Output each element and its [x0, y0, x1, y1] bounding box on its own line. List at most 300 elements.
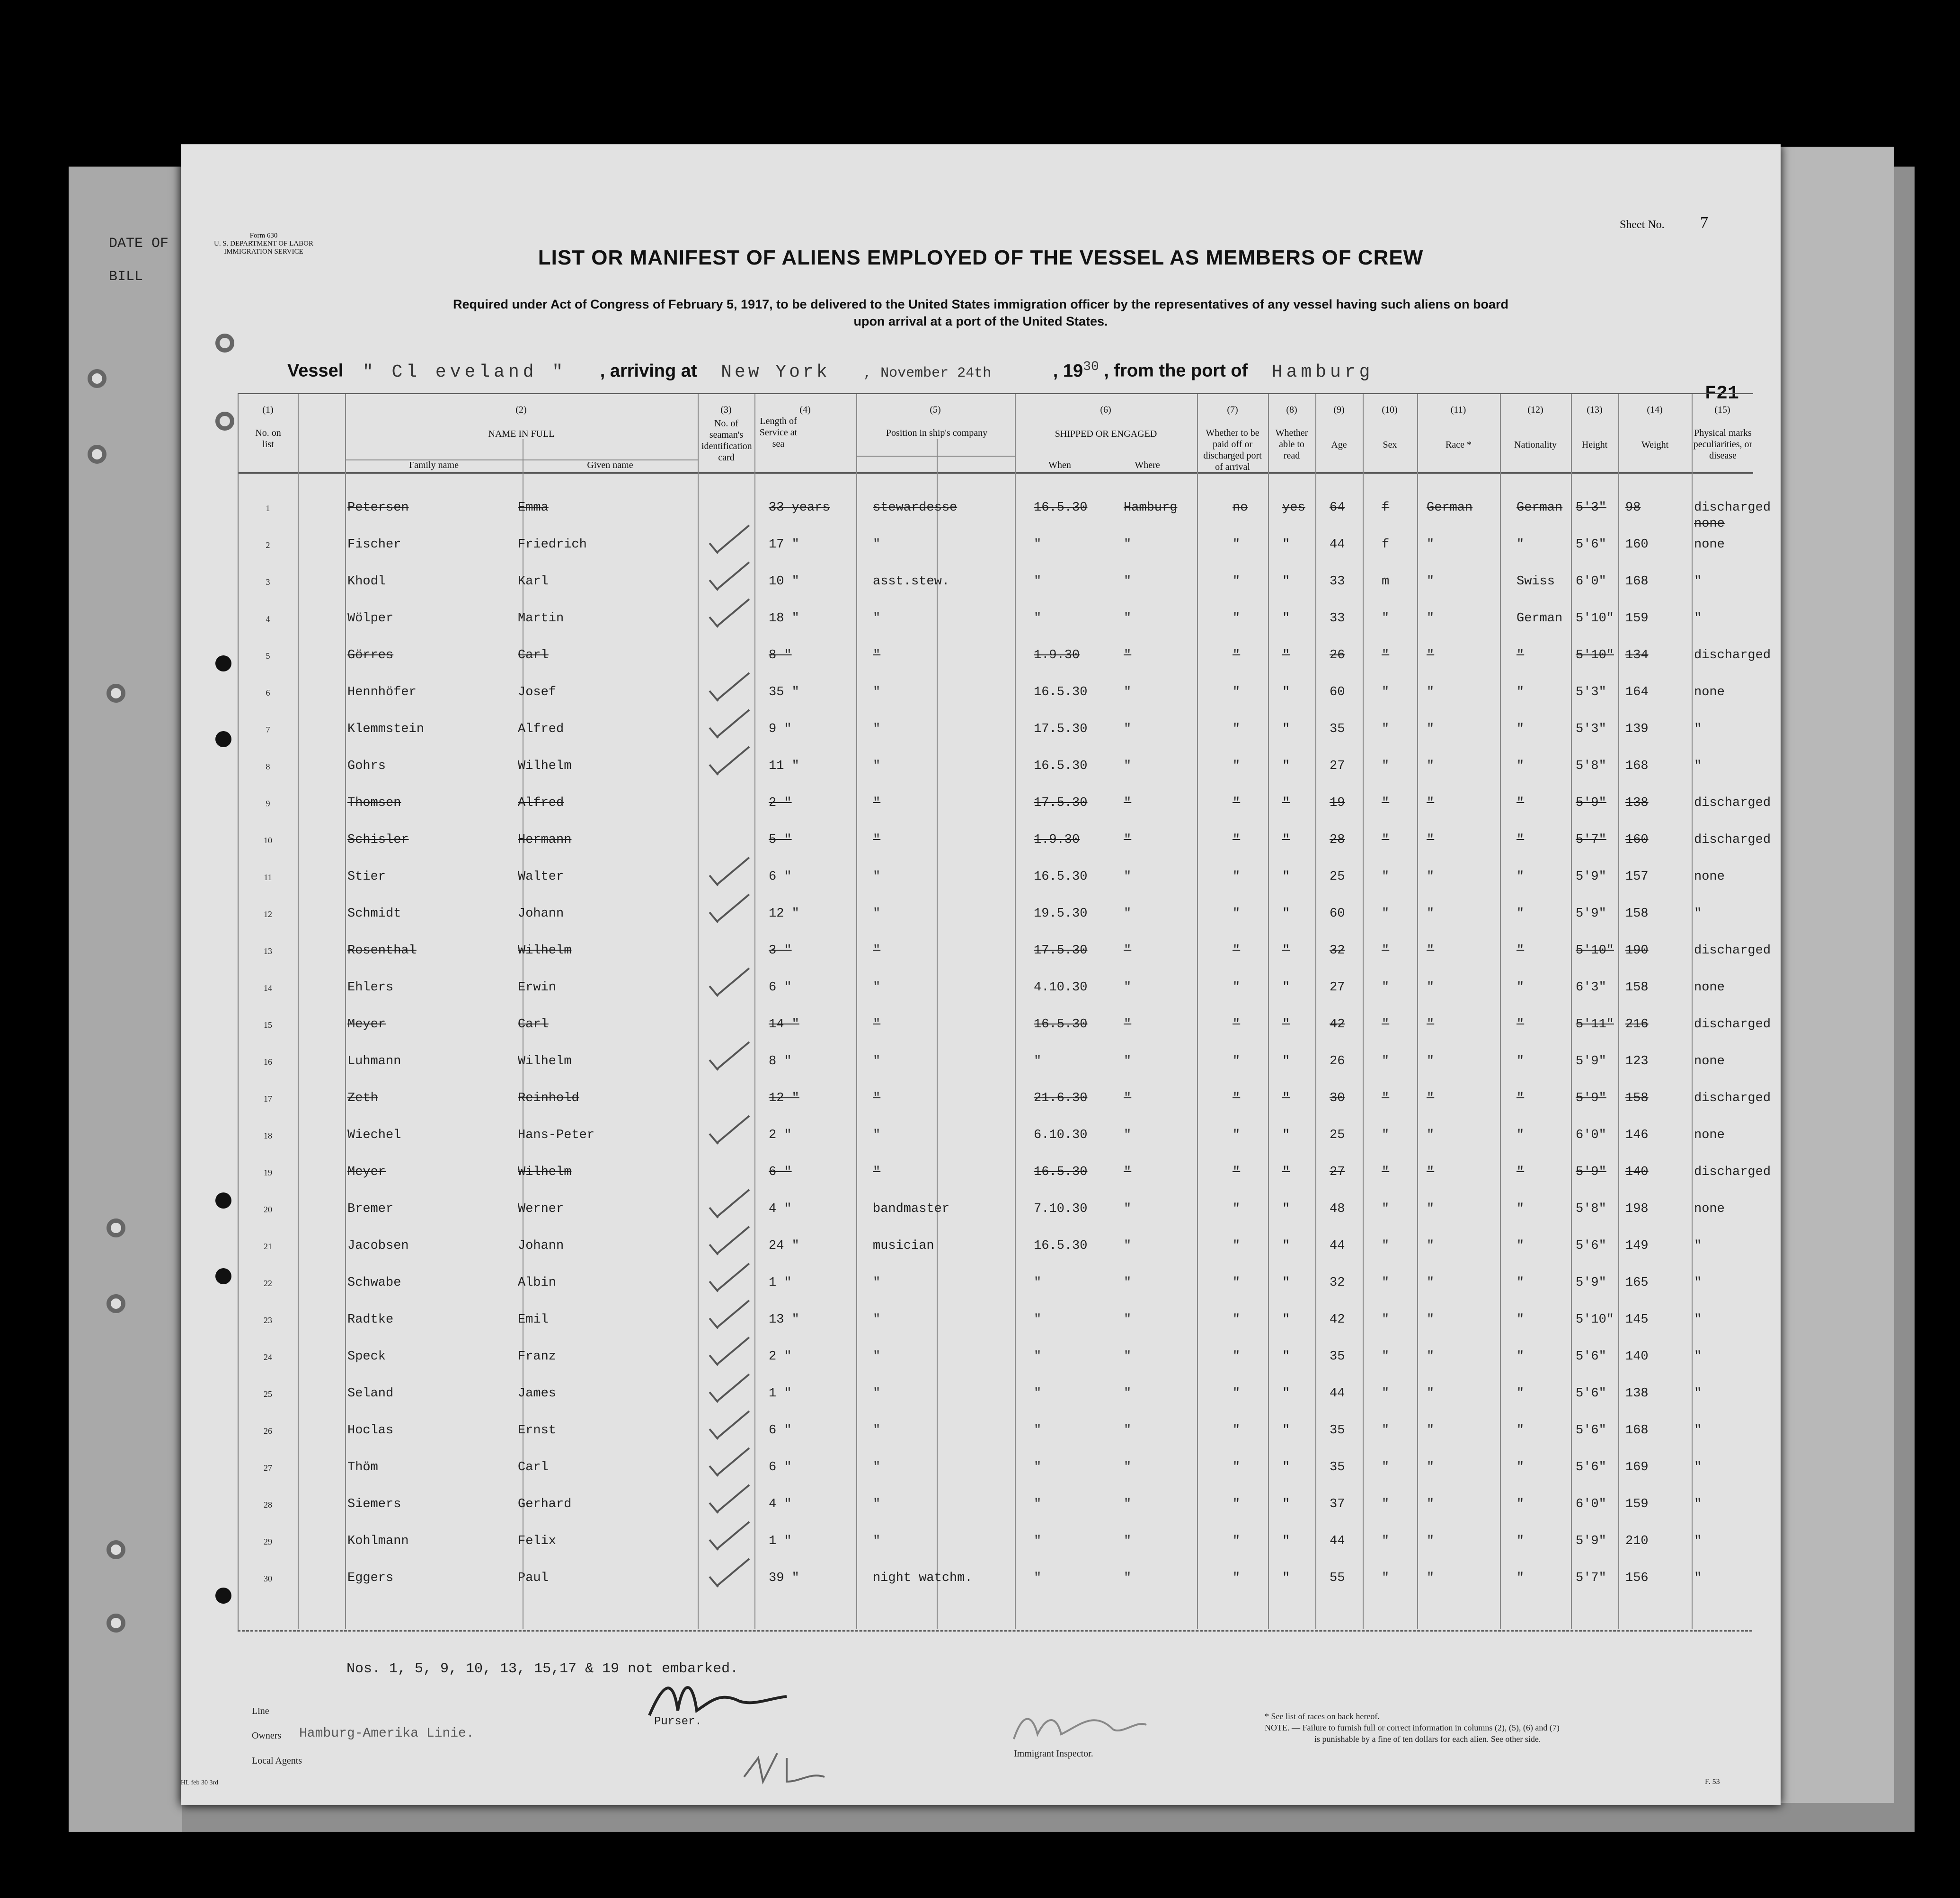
- when-cell: 1.9.30: [1034, 648, 1080, 662]
- paid-off-cell: ": [1233, 759, 1241, 773]
- age-cell: 55: [1330, 1571, 1345, 1585]
- row-number: 7: [266, 725, 270, 734]
- when-cell: 16.5.30: [1034, 759, 1088, 773]
- column-number: (10): [1382, 405, 1398, 415]
- sex-cell: ": [1382, 685, 1390, 699]
- when-cell: ": [1034, 1276, 1042, 1290]
- given-name-cell: Wilhelm: [518, 1165, 572, 1179]
- where-cell: ": [1124, 1054, 1132, 1068]
- race-cell: ": [1427, 1165, 1435, 1179]
- age-cell: 19: [1330, 796, 1345, 810]
- service-cell: 2 ": [769, 796, 792, 810]
- sex-cell: ": [1382, 1460, 1390, 1474]
- marks-cell: none: [1694, 1054, 1725, 1068]
- check-mark-tick: [709, 875, 718, 886]
- able-read-cell: ": [1282, 538, 1290, 552]
- age-cell: 33: [1330, 611, 1345, 626]
- service-cell: 3 ": [769, 944, 792, 958]
- race-cell: ": [1427, 1091, 1435, 1105]
- column-divider: [698, 394, 699, 1629]
- age-cell: 26: [1330, 648, 1345, 662]
- check-mark: [716, 1226, 750, 1255]
- nationality-cell: ": [1517, 1091, 1525, 1105]
- sheet-label: Sheet No.: [1620, 219, 1665, 231]
- column-number: (5): [930, 405, 941, 415]
- service-cell: 6 ": [769, 870, 792, 884]
- able-read-cell: ": [1282, 685, 1290, 699]
- sex-cell: ": [1382, 833, 1390, 847]
- service-cell: 1 ": [769, 1534, 792, 1548]
- family-name-cell: Thomsen: [347, 796, 401, 810]
- weight-cell: 123: [1625, 1054, 1649, 1068]
- height-cell: 5'9": [1576, 1091, 1606, 1105]
- check-mark: [716, 1448, 750, 1476]
- column-divider: [1618, 394, 1619, 1629]
- family-name-cell: Eggers: [347, 1571, 394, 1585]
- sex-cell: f: [1382, 501, 1390, 515]
- service-cell: 39 ": [769, 1571, 799, 1585]
- when-cell: ": [1034, 1386, 1042, 1401]
- weight-cell: 98: [1625, 501, 1641, 515]
- sex-cell: ": [1382, 1423, 1390, 1438]
- when-cell: ": [1034, 1423, 1042, 1438]
- race-cell: ": [1427, 574, 1435, 589]
- check-mark-tick: [709, 1244, 718, 1255]
- where-cell: ": [1124, 538, 1132, 552]
- header-divider: [239, 472, 1753, 474]
- weight-cell: 210: [1625, 1534, 1649, 1548]
- column-number: (2): [515, 405, 527, 415]
- sex-cell: ": [1382, 1017, 1390, 1032]
- position-cell: ": [873, 1165, 881, 1179]
- header-sex: Sex: [1383, 440, 1397, 450]
- check-mark: [716, 1337, 750, 1366]
- able-read-cell: ": [1282, 1423, 1290, 1438]
- race-cell: ": [1427, 759, 1435, 773]
- arriving-label: , arriving at: [600, 361, 697, 381]
- where-cell: ": [1124, 1571, 1132, 1585]
- service-cell: 4 ": [769, 1202, 792, 1216]
- where-cell: ": [1124, 1386, 1132, 1401]
- height-cell: 5'6": [1576, 1423, 1606, 1438]
- given-name-cell: Karl: [518, 574, 549, 589]
- marks-cell: ": [1694, 722, 1702, 736]
- vessel-name: " Cl eveland ": [362, 362, 567, 382]
- nationality-cell: ": [1517, 1313, 1525, 1327]
- nationality-cell: ": [1517, 1423, 1525, 1438]
- year-suffix: 30: [1083, 360, 1099, 374]
- when-cell: ": [1034, 1054, 1042, 1068]
- family-name-cell: Wölper: [347, 611, 394, 626]
- nationality-cell: German: [1517, 611, 1563, 626]
- height-cell: 5'3": [1576, 685, 1606, 699]
- position-cell: ": [873, 1091, 881, 1105]
- able-read-cell: ": [1282, 648, 1290, 662]
- race-note: * See list of races on back hereof.: [1265, 1712, 1380, 1721]
- binder-ring: [106, 1218, 125, 1237]
- table-end-line: [238, 1630, 1752, 1632]
- header-shipped-engaged: SHIPPED OR ENGAGED: [1055, 429, 1157, 439]
- sex-cell: ": [1382, 648, 1390, 662]
- owners-value: Hamburg-Amerika Linie.: [299, 1726, 474, 1741]
- weight-cell: 140: [1625, 1350, 1649, 1364]
- sex-cell: ": [1382, 1239, 1390, 1253]
- weight-cell: 145: [1625, 1313, 1649, 1327]
- age-cell: 25: [1330, 1128, 1345, 1142]
- given-name-cell: Ernst: [518, 1423, 557, 1438]
- sex-cell: ": [1382, 1386, 1390, 1401]
- marks-cell: discharged: [1694, 796, 1771, 810]
- row-number: 24: [264, 1352, 272, 1362]
- when-cell: ": [1034, 1534, 1042, 1548]
- family-name-cell: Hennhöfer: [347, 685, 417, 699]
- family-name-cell: Kohlmann: [347, 1534, 409, 1548]
- row-number: 25: [264, 1389, 272, 1399]
- race-cell: ": [1427, 1571, 1435, 1585]
- position-cell: ": [873, 796, 881, 810]
- check-mark: [716, 1300, 750, 1329]
- back-sheet-edge: [69, 167, 182, 1832]
- race-cell: ": [1427, 1128, 1435, 1142]
- age-cell: 35: [1330, 722, 1345, 736]
- department: U. S. DEPARTMENT OF LABOR: [214, 240, 313, 247]
- when-cell: 16.5.30: [1034, 870, 1088, 884]
- sex-cell: ": [1382, 980, 1390, 995]
- nationality-cell: ": [1517, 1165, 1525, 1179]
- age-cell: 27: [1330, 1165, 1345, 1179]
- able-read-cell: ": [1282, 1350, 1290, 1364]
- age-cell: 60: [1330, 907, 1345, 921]
- age-cell: 30: [1330, 1091, 1345, 1105]
- weight-cell: 160: [1625, 538, 1649, 552]
- weight-cell: 159: [1625, 1497, 1649, 1511]
- weight-cell: 159: [1625, 611, 1649, 626]
- race-cell: ": [1427, 1350, 1435, 1364]
- service: IMMIGRATION SERVICE: [224, 248, 303, 256]
- age-cell: 48: [1330, 1202, 1345, 1216]
- marks-cell: none: [1694, 1202, 1725, 1216]
- paid-off-cell: ": [1233, 1534, 1241, 1548]
- marks-cell: none: [1694, 685, 1725, 699]
- when-cell: ": [1034, 1497, 1042, 1511]
- weight-cell: 158: [1625, 1091, 1649, 1105]
- service-cell: 9 ": [769, 722, 792, 736]
- paid-off-cell: ": [1233, 722, 1241, 736]
- check-mark: [716, 562, 750, 591]
- sex-cell: ": [1382, 1091, 1390, 1105]
- check-mark: [716, 709, 750, 738]
- given-name-cell: Paul: [518, 1571, 549, 1585]
- sex-cell: ": [1382, 796, 1390, 810]
- marks-cell: ": [1694, 1276, 1702, 1290]
- position-cell: ": [873, 648, 881, 662]
- row-number: 14: [264, 983, 272, 993]
- service-cell: 8 ": [769, 648, 792, 662]
- nationality-cell: ": [1517, 538, 1525, 552]
- side-note-line: DATE OF: [109, 236, 169, 252]
- purser-label: Purser.: [654, 1715, 702, 1728]
- age-cell: 25: [1330, 870, 1345, 884]
- paid-off-cell: ": [1233, 1460, 1241, 1474]
- when-cell: ": [1034, 1350, 1042, 1364]
- height-cell: 5'6": [1576, 1386, 1606, 1401]
- column-number: (11): [1450, 405, 1466, 415]
- check-mark-tick: [709, 1465, 718, 1477]
- given-name-cell: Johann: [518, 1239, 564, 1253]
- race-cell: ": [1427, 1202, 1435, 1216]
- age-cell: 44: [1330, 1534, 1345, 1548]
- paid-off-cell: ": [1233, 944, 1241, 958]
- weight-cell: 146: [1625, 1128, 1649, 1142]
- able-read-cell: ": [1282, 1571, 1290, 1585]
- binder-ring: [106, 1540, 125, 1559]
- given-name-cell: Emil: [518, 1313, 549, 1327]
- column-number: (1): [262, 405, 274, 415]
- service-cell: 1 ": [769, 1386, 792, 1401]
- weight-cell: 190: [1625, 944, 1649, 958]
- paid-off-cell: ": [1233, 648, 1241, 662]
- age-cell: 28: [1330, 833, 1345, 847]
- marks-cell: discharged: [1694, 833, 1771, 847]
- where-cell: ": [1124, 759, 1132, 773]
- column-divider: [1417, 394, 1418, 1629]
- marks-cell: none: [1694, 870, 1725, 884]
- position-cell: ": [873, 1423, 881, 1438]
- service-cell: 4 ": [769, 1497, 792, 1511]
- where-cell: ": [1124, 722, 1132, 736]
- where-cell: ": [1124, 574, 1132, 589]
- nationality-cell: ": [1517, 1386, 1525, 1401]
- given-name-cell: Albin: [518, 1276, 557, 1290]
- header-where: Where: [1135, 460, 1160, 470]
- row-number: 1: [266, 503, 270, 513]
- height-cell: 6'0": [1576, 1497, 1606, 1511]
- check-mark: [716, 1263, 750, 1292]
- row-number: 27: [264, 1463, 272, 1473]
- check-mark: [716, 1521, 750, 1550]
- when-cell: 16.5.30: [1034, 1239, 1088, 1253]
- line-label: Line: [252, 1706, 269, 1716]
- nationality-cell: ": [1517, 944, 1525, 958]
- row-number: 17: [264, 1094, 272, 1103]
- race-cell: ": [1427, 1534, 1435, 1548]
- row-number: 15: [264, 1020, 272, 1030]
- sex-cell: ": [1382, 870, 1390, 884]
- from-port: Hamburg: [1271, 362, 1374, 382]
- sheet-number: 7: [1700, 214, 1708, 231]
- family-name-cell: Schisler: [347, 833, 409, 847]
- when-cell: 1.9.30: [1034, 833, 1080, 847]
- height-cell: 5'8": [1576, 1202, 1606, 1216]
- race-cell: ": [1427, 1054, 1435, 1068]
- given-name-cell: Felix: [518, 1534, 557, 1548]
- subtitle-line: upon arrival at a port of the United States.: [853, 314, 1108, 328]
- where-cell: ": [1124, 870, 1132, 884]
- given-name-cell: Alfred: [518, 722, 564, 736]
- paid-off-cell: ": [1233, 980, 1241, 995]
- paid-off-cell: ": [1233, 1313, 1241, 1327]
- service-cell: 18 ": [769, 611, 799, 626]
- weight-cell: 169: [1625, 1460, 1649, 1474]
- when-cell: ": [1034, 574, 1042, 589]
- inspector-label: Immigrant Inspector.: [1014, 1748, 1093, 1759]
- row-number: 4: [266, 614, 270, 624]
- sex-cell: f: [1382, 538, 1390, 552]
- column-divider: [1571, 394, 1572, 1629]
- check-mark-tick: [709, 1133, 718, 1145]
- height-cell: 5'10": [1576, 611, 1614, 626]
- marks-cell: discharged: [1694, 501, 1771, 515]
- sex-cell: ": [1382, 1128, 1390, 1142]
- age-cell: 35: [1330, 1423, 1345, 1438]
- row-number: 6: [266, 688, 270, 697]
- when-cell: ": [1034, 1313, 1042, 1327]
- sex-cell: ": [1382, 759, 1390, 773]
- paid-off-cell: ": [1233, 1165, 1241, 1179]
- row-number: 23: [264, 1315, 272, 1325]
- local-agents-label: Local Agents: [252, 1756, 302, 1766]
- nationality-cell: ": [1517, 870, 1525, 884]
- paid-off-cell: ": [1233, 1276, 1241, 1290]
- height-cell: 5'9": [1576, 796, 1606, 810]
- when-cell: 17.5.30: [1034, 796, 1088, 810]
- purser-signature: [645, 1673, 810, 1730]
- height-cell: 5'6": [1576, 1239, 1606, 1253]
- binder-ring: [106, 684, 125, 703]
- marks-cell: none: [1694, 1128, 1725, 1142]
- row-number: 29: [264, 1537, 272, 1546]
- family-name-cell: Rosenthal: [347, 944, 417, 958]
- column-number: (7): [1227, 405, 1238, 415]
- sex-cell: ": [1382, 907, 1390, 921]
- given-name-cell: Reinhold: [518, 1091, 579, 1105]
- paid-off-cell: no: [1233, 501, 1248, 515]
- sex-cell: ": [1382, 611, 1390, 626]
- when-cell: 4.10.30: [1034, 980, 1088, 995]
- weight-cell: 216: [1625, 1017, 1649, 1032]
- given-name-cell: Alfred: [518, 796, 564, 810]
- nationality-cell: Swiss: [1517, 574, 1555, 589]
- where-cell: ": [1124, 980, 1132, 995]
- column-number: (12): [1527, 405, 1543, 415]
- able-read-cell: ": [1282, 1165, 1290, 1179]
- position-cell: ": [873, 1460, 881, 1474]
- position-cell: musician: [873, 1239, 934, 1253]
- when-cell: 16.5.30: [1034, 1017, 1088, 1032]
- punch-hole: [215, 655, 231, 671]
- age-cell: 44: [1330, 1239, 1345, 1253]
- family-name-cell: Jacobsen: [347, 1239, 409, 1253]
- age-cell: 32: [1330, 944, 1345, 958]
- able-read-cell: ": [1282, 907, 1290, 921]
- where-cell: ": [1124, 833, 1132, 847]
- height-cell: 5'9": [1576, 1276, 1606, 1290]
- header-seaman-card: No. of seaman's identification card: [701, 418, 752, 463]
- row-number: 13: [264, 946, 272, 956]
- check-mark: [716, 672, 750, 701]
- when-cell: ": [1034, 1571, 1042, 1585]
- nationality-cell: ": [1517, 1497, 1525, 1511]
- punch-hole: [215, 731, 231, 747]
- service-cell: 11 ": [769, 759, 799, 773]
- marks-cell: ": [1694, 1350, 1702, 1364]
- height-cell: 5'9": [1576, 1054, 1606, 1068]
- column-divider: [1692, 394, 1693, 1629]
- page-title: LIST OR MANIFEST OF ALIENS EMPLOYED OF THE VESSEL AS MEMBERS OF CREW: [538, 246, 1424, 269]
- binder-ring: [88, 369, 106, 388]
- able-read-cell: ": [1282, 833, 1290, 847]
- column-divider: [1500, 394, 1501, 1629]
- check-mark-tick: [709, 1576, 718, 1588]
- where-cell: ": [1124, 907, 1132, 921]
- nationality-cell: ": [1517, 980, 1525, 995]
- where-cell: ": [1124, 1276, 1132, 1290]
- age-cell: 32: [1330, 1276, 1345, 1290]
- weight-cell: 134: [1625, 648, 1649, 662]
- initials-mark: [739, 1748, 834, 1791]
- able-read-cell: ": [1282, 1313, 1290, 1327]
- nationality-cell: ": [1517, 1276, 1525, 1290]
- where-cell: ": [1124, 1423, 1132, 1438]
- family-name-cell: Khodl: [347, 574, 386, 589]
- column-divider: [345, 394, 346, 1629]
- position-cell: ": [873, 1017, 881, 1032]
- race-cell: ": [1427, 722, 1435, 736]
- column-divider: [1315, 394, 1316, 1629]
- weight-cell: 160: [1625, 833, 1649, 847]
- height-cell: 5'9": [1576, 907, 1606, 921]
- age-cell: 42: [1330, 1313, 1345, 1327]
- position-cell: ": [873, 1054, 881, 1068]
- weight-cell: 168: [1625, 759, 1649, 773]
- when-cell: ": [1034, 611, 1042, 626]
- race-cell: ": [1427, 944, 1435, 958]
- where-cell: ": [1124, 1239, 1132, 1253]
- check-mark-tick: [709, 1355, 718, 1366]
- position-cell: ": [873, 722, 881, 736]
- paid-off-cell: ": [1233, 1239, 1241, 1253]
- check-mark-tick: [709, 617, 718, 628]
- where-cell: ": [1124, 1350, 1132, 1364]
- row-number: 18: [264, 1131, 272, 1140]
- race-cell: ": [1427, 1276, 1435, 1290]
- when-cell: 7.10.30: [1034, 1202, 1088, 1216]
- where-cell: ": [1124, 1017, 1132, 1032]
- able-read-cell: ": [1282, 980, 1290, 995]
- weight-cell: 164: [1625, 685, 1649, 699]
- check-mark-tick: [709, 1502, 718, 1514]
- position-cell: ": [873, 1276, 881, 1290]
- race-cell: ": [1427, 685, 1435, 699]
- able-read-cell: ": [1282, 1534, 1290, 1548]
- age-cell: 64: [1330, 501, 1345, 515]
- vessel-line: [287, 360, 1374, 382]
- check-mark: [716, 746, 750, 775]
- check-mark-tick: [709, 543, 718, 554]
- check-mark: [716, 857, 750, 886]
- weight-cell: 165: [1625, 1276, 1649, 1290]
- family-name-cell: Ehlers: [347, 980, 394, 995]
- where-cell: ": [1124, 796, 1132, 810]
- weight-cell: 140: [1625, 1165, 1649, 1179]
- paid-off-cell: ": [1233, 870, 1241, 884]
- from-label: , from the port of: [1104, 361, 1248, 381]
- marks-cell: ": [1694, 1534, 1702, 1548]
- row-number: 5: [266, 651, 270, 661]
- age-cell: 27: [1330, 980, 1345, 995]
- given-name-cell: Carl: [518, 1017, 549, 1032]
- position-cell: ": [873, 1350, 881, 1364]
